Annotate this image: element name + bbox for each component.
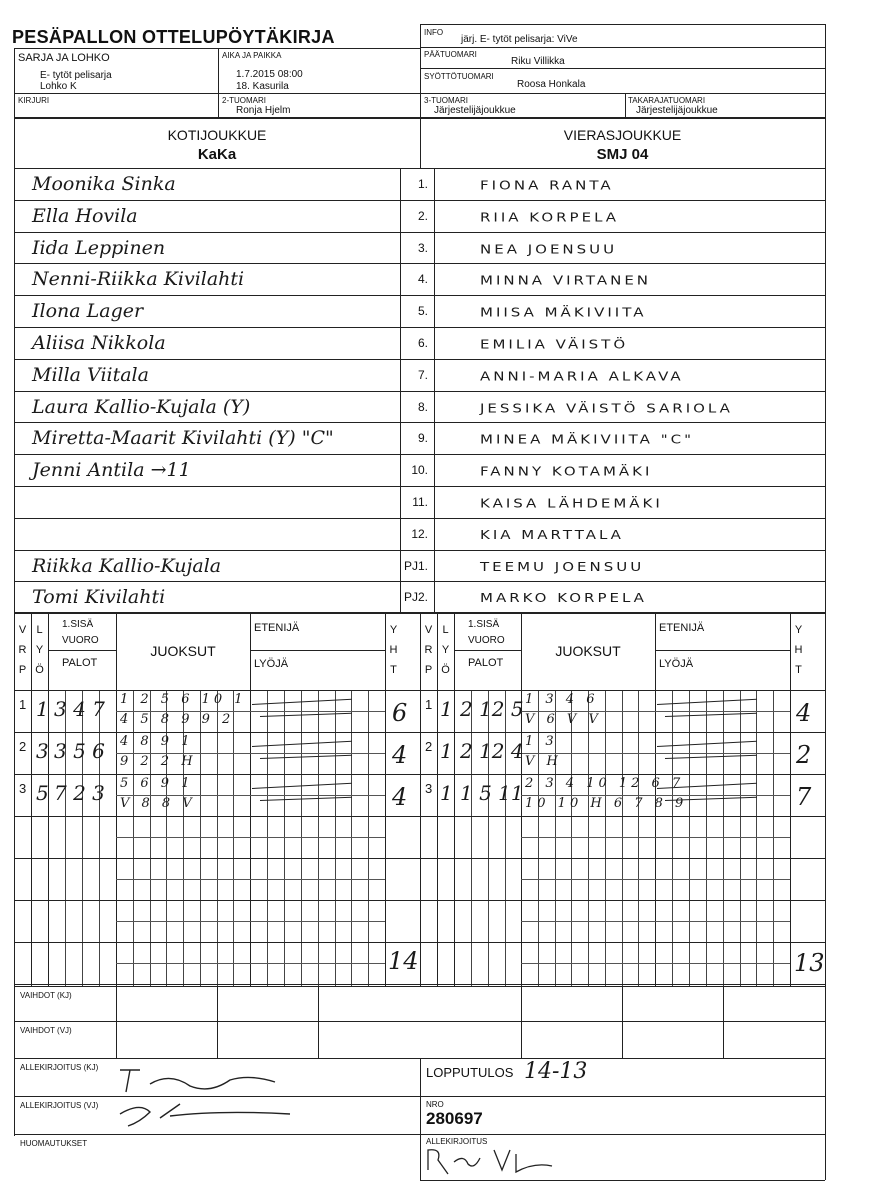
ref3-label: 3-TUOMARI xyxy=(424,96,468,105)
col-yht-label: T xyxy=(390,664,397,676)
away-runs-top: 1 3 4 6 xyxy=(525,692,599,707)
runs-label: JUOKSUT xyxy=(555,643,621,659)
roster-number: 7. xyxy=(417,367,428,382)
col-yht-label: H xyxy=(389,644,398,656)
away-runs-top: 1 3 xyxy=(525,734,558,749)
away-player: MINEA MÄKIVIITA "C" xyxy=(480,431,694,448)
series-value: E- tytöt pelisarja xyxy=(40,70,112,81)
sign-home-label: ALLEKIRJOITUS (KJ) xyxy=(20,1063,99,1072)
away-inning-palot: 2 12 4 xyxy=(460,739,524,763)
roster-number: 5. xyxy=(417,304,428,319)
home-runs-bottom: V 8 8 V xyxy=(120,796,196,811)
referee-value: Riku Villikka xyxy=(511,56,565,67)
home-player: Tomi Kivilahti xyxy=(32,586,166,609)
date-value: 1.7.2015 08:00 xyxy=(236,69,303,80)
home-runs-bottom: 4 5 8 9 9 2 xyxy=(120,712,235,727)
home-inning-lyo: 5 xyxy=(36,781,49,805)
col-vrp-label: V xyxy=(18,624,27,636)
col-lyo-label: Y xyxy=(35,644,44,656)
col-lyo-label: L xyxy=(36,624,43,636)
away-player: KIA MARTTALA xyxy=(480,527,624,543)
away-player: ANNI-MARIA ALKAVA xyxy=(480,368,684,384)
outs-label: PALOT xyxy=(62,657,98,669)
col-yht-label: T xyxy=(795,664,802,676)
time-place-label: AIKA JA PAIKKA xyxy=(222,51,282,60)
roster-number: 4. xyxy=(417,272,428,287)
col-vrp-label: R xyxy=(18,644,27,656)
away-player: MARKO KORPELA xyxy=(480,590,647,607)
ref3-value: Järjestelijäjoukkue xyxy=(434,105,516,116)
hitter-label: LYÖJÄ xyxy=(254,658,289,670)
away-player: KAISA LÄHDEMÄKI xyxy=(480,495,663,511)
home-player: Miretta-Maarit Kivilahti (Y) "C" xyxy=(32,427,334,450)
away-inning-lyo: 1 xyxy=(440,697,453,721)
col-lyo-label: L xyxy=(442,624,449,636)
away-runs-top: 2 3 4 10 12 6 7 xyxy=(525,776,685,791)
roster-number: 8. xyxy=(417,399,428,414)
away-player: TEEMU JOENSUU xyxy=(480,558,645,575)
block-value: Lohko K xyxy=(40,81,77,92)
home-player: Jenni Antila →11 xyxy=(32,459,191,482)
home-inning-vrp: 1 xyxy=(19,697,27,712)
result-value: 14-13 xyxy=(524,1059,588,1084)
home-inning-vrp: 3 xyxy=(19,781,27,796)
home-runs-bottom: 9 2 2 H xyxy=(120,754,197,769)
home-team-label: KOTIJOUKKUE xyxy=(167,127,267,143)
home-total: 14 xyxy=(388,947,419,975)
advancer-label: ETENIJÄ xyxy=(659,622,705,634)
pitch-referee-value: Roosa Honkala xyxy=(517,79,586,90)
roster-number: 3. xyxy=(417,240,428,255)
away-player: FANNY KOTAMÄKI xyxy=(480,463,653,479)
col-lyo-label: Ö xyxy=(35,664,44,676)
home-player: Aliisa Nikkola xyxy=(32,332,166,354)
away-runs-bottom: 10 10 H 6 7 8 9 xyxy=(525,796,688,811)
home-player: Iida Leppinen xyxy=(32,236,166,259)
home-player: Ilona Lager xyxy=(32,300,144,323)
signature-label: ALLEKIRJOITUS xyxy=(426,1137,488,1146)
away-inning-vrp: 2 xyxy=(425,739,433,754)
home-inning-lyo: 3 xyxy=(36,739,49,763)
nro-value: 280697 xyxy=(426,1109,483,1128)
runs-label: JUOKSUT xyxy=(150,643,216,659)
notes-label: HUOMAUTUKSET xyxy=(20,1139,88,1148)
roster-number: PJ2. xyxy=(403,590,428,605)
col-yht-label: H xyxy=(794,644,803,656)
outs-label: PALOT xyxy=(468,657,504,669)
place-value: 18. Kasurila xyxy=(236,81,289,92)
col-yht-label: Y xyxy=(389,624,398,636)
home-player: Moonika Sinka xyxy=(32,173,176,195)
result-label: LOPPUTULOS xyxy=(426,1065,514,1080)
roster-number: 9. xyxy=(417,431,428,446)
col-vrp-label: P xyxy=(424,664,433,676)
form-title: PESÄPALLON OTTELUPÖYTÄKIRJA xyxy=(12,27,335,47)
away-inning-lyo: 1 xyxy=(440,781,453,805)
roster-number: 2. xyxy=(417,208,428,223)
away-inning-total: 7 xyxy=(796,783,812,811)
col-vrp-label: V xyxy=(424,624,433,636)
away-team-name: SMJ 04 xyxy=(596,146,649,163)
home-runs-top: 4 8 9 1 xyxy=(120,734,194,749)
home-inning-palot: 3 4 7 xyxy=(54,697,105,721)
hitter-label: LYÖJÄ xyxy=(659,658,694,670)
away-runs-bottom: V H xyxy=(525,754,562,769)
col-yht-label: Y xyxy=(794,624,803,636)
home-inning-total: 4 xyxy=(392,741,408,769)
home-player: Ella Hovila xyxy=(32,204,138,227)
home-inning-total: 4 xyxy=(392,783,408,811)
away-player: RIIA KORPELA xyxy=(480,209,620,225)
away-player: MINNA VIRTANEN xyxy=(480,272,652,289)
roster-number: 11. xyxy=(412,495,428,509)
away-player: FIONA RANTA xyxy=(480,177,614,193)
away-player: MIISA MÄKIVIITA xyxy=(480,304,647,320)
home-team-name: KaKa xyxy=(197,146,237,163)
roster-number: 10. xyxy=(411,463,428,478)
home-runs-top: 1 2 5 6 10 1 xyxy=(120,692,247,707)
info-label: INFO xyxy=(424,28,444,37)
away-inning-total: 2 xyxy=(796,741,812,769)
pitch-referee-label: SYÖTTÖTUOMARI xyxy=(424,72,494,81)
col-lyo-label: Ö xyxy=(441,664,450,676)
subs-home-label: VAIHDOT (KJ) xyxy=(20,991,72,1000)
ref2-label: 2-TUOMARI xyxy=(222,96,266,105)
away-inning-total: 4 xyxy=(796,699,812,727)
roster-number: PJ1. xyxy=(403,558,428,573)
away-player: EMILIA VÄISTÖ xyxy=(480,336,629,352)
first-in-label: 1.SISÄ xyxy=(468,619,500,630)
away-player: JESSIKA VÄISTÖ SARIOLA xyxy=(480,399,733,416)
away-inning-vrp: 3 xyxy=(425,781,433,796)
first-in-label: 1.SISÄ xyxy=(62,619,94,630)
home-player: Nenni-Riikka Kivilahti xyxy=(32,268,245,291)
sign-away-label: ALLEKIRJOITUS (VJ) xyxy=(20,1101,99,1110)
roster-number: 1. xyxy=(417,177,428,191)
home-inning-lyo: 1 xyxy=(36,697,49,721)
away-inning-lyo: 1 xyxy=(440,739,453,763)
ref2-value: Ronja Hjelm xyxy=(236,105,291,116)
away-runs-bottom: V 6 V V xyxy=(525,712,602,727)
home-inning-total: 6 xyxy=(392,699,408,727)
nro-label: NRO xyxy=(426,1100,444,1109)
roster-number: 6. xyxy=(417,336,428,350)
home-inning-palot: 3 5 6 xyxy=(54,739,105,763)
referee-label: PÄÄTUOMARI xyxy=(424,50,477,59)
home-player: Laura Kallio-Kujala (Y) xyxy=(32,395,251,418)
scorer-label: KIRJURI xyxy=(18,96,50,105)
turn-label: VUORO xyxy=(62,635,99,646)
away-total: 13 xyxy=(794,949,825,977)
advancer-label: ETENIJÄ xyxy=(254,622,300,634)
away-inning-vrp: 1 xyxy=(425,697,433,712)
away-inning-palot: 2 12 5 xyxy=(460,697,524,721)
away-player: NEA JOENSUU xyxy=(480,240,618,257)
home-inning-vrp: 2 xyxy=(19,739,27,754)
col-lyo-label: Y xyxy=(441,644,450,656)
home-inning-palot: 7 2 3 xyxy=(54,781,105,805)
back-referee-value: Järjestelijäjoukkue xyxy=(636,105,718,116)
col-vrp-label: P xyxy=(18,664,27,676)
home-player: Riikka Kallio-Kujala xyxy=(32,554,222,577)
col-vrp-label: R xyxy=(424,644,433,656)
series-label: SARJA JA LOHKO xyxy=(18,52,110,64)
subs-away-label: VAIHDOT (VJ) xyxy=(20,1026,72,1035)
back-referee-label: TAKARAJATUOMARI xyxy=(628,96,706,105)
away-team-label: VIERASJOUKKUE xyxy=(563,127,682,143)
signature-away xyxy=(100,1096,300,1134)
signature-official xyxy=(424,1140,574,1180)
home-runs-top: 5 6 9 1 xyxy=(120,776,194,791)
signature-home xyxy=(110,1060,290,1100)
away-inning-palot: 1 5 11 xyxy=(460,781,524,805)
turn-label: VUORO xyxy=(468,635,505,646)
info-value: järj. E- tytöt pelisarja: ViVe xyxy=(461,34,578,45)
roster-number: 12. xyxy=(411,526,428,541)
home-player: Milla Viitala xyxy=(32,363,149,386)
